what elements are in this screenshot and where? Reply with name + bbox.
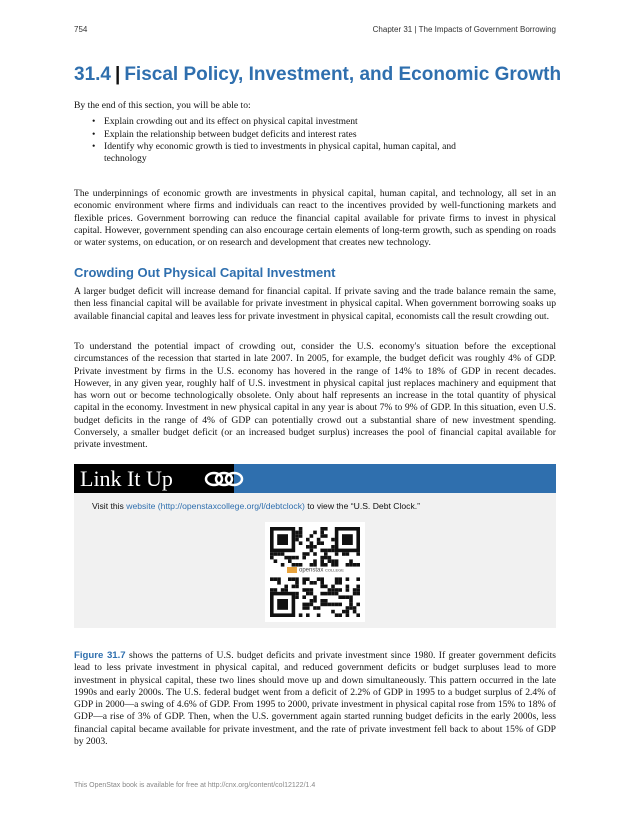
objective-item: • Explain the relationship between budget deficits and interest rates — [104, 129, 556, 141]
figure-discussion-text: shows the patterns of U.S. budget deficits and private investment since 1980. If greater government deficits lead to less private investment in physical capital, and reduced government deficits or budget surpluses lead to more investment in physical capital, these two lines should move up and down simultaneously. This pattern occurred in the late 1990s and early 2000s. The U.S. federal budget went from a deficit of 2.2% of GDP in 1995 to a budget surplus of 2.4% of GDP in 2000—a swing of 4.6% of GDP. From 1995 to 2000, private investment in physical capital rose from 15% to 18% of GDP—a rise of 3% of GDP. Then, when the U.S. government again started running budget deficits in the early 2000s, less financial capital became available for private investment, and the rate of private investment fell back to about 15% of GDP by 2003. — [74, 650, 556, 748]
subsection-heading: Crowding Out Physical Capital Investment — [74, 265, 336, 280]
qr-brand-name: openstax — [299, 567, 324, 574]
objective-item: • Explain crowding out and its effect on physical capital investment — [104, 116, 556, 128]
visit-prefix: Visit this — [92, 501, 127, 511]
qr-code[interactable] — [265, 522, 365, 622]
link-it-up-banner — [74, 464, 556, 493]
page-number: 754 — [74, 25, 88, 34]
section-title — [74, 64, 561, 86]
openstax-logo-icon — [287, 567, 297, 573]
section-number: 31.4 — [74, 64, 111, 85]
paragraph-figure-discussion — [74, 650, 556, 748]
objectives-intro: By the end of this section, you will be able to: — [74, 100, 251, 111]
title-separator: | — [114, 64, 121, 85]
paragraph-crowding-out: A larger budget deficit will increase demand for financial capital. If private saving and the trade balance remain the same, then less financial capital will be available for private investment in physical capital. When government borrowing soaks up available financial capital and leaves less for private investment in physical capital, economists call the result crowding out. — [74, 286, 556, 322]
visit-suffix: to view the “U.S. Debt Clock.” — [304, 501, 420, 511]
paragraph-us-economy: To understand the potential impact of crowding out, consider the U.S. economy's situation before the exceptional circumstances of the recession that started in late 2007. In 2005, for example, the budget deficit was roughly 4% of GDP. Private investment by firms in the U.S. economy has hovered in the range of 14% to 18% of GDP in recent decades. However, in any given year, roughly half of U.S. investment in physical capital just replaces machinery and equipment that has worn out or become technologically obsolete. Only about half represents an increase in the total quantity of physical capital in the economy. Investment in new physical capital in any year is about 7% to 9% of GDP. In this situation, even U.S. budget deficits in the range of 4% of GDP can potentially crowd out a substantial share of new investment spending. Conversely, a smaller budget deficit (or an increased budget surplus) increases the pool of financial capital available for private investment. — [74, 341, 556, 451]
section-title-text: Fiscal Policy, Investment, and Economic Growth — [124, 64, 562, 85]
figure-reference-link[interactable]: Figure 31.7 — [74, 650, 126, 661]
link-it-up-box — [74, 464, 556, 628]
page-footer: This OpenStax book is available for free at http://cnx.org/content/col12122/1.4 — [74, 782, 316, 789]
chain-link-icon — [204, 469, 244, 489]
chapter-title: Chapter 31 | The Impacts of Government Borrowing — [372, 25, 556, 34]
objective-item: • Identify why economic growth is tied to investments in physical capital, human capital, and technology — [104, 141, 556, 166]
qr-brand-label — [287, 567, 357, 577]
qr-brand-suffix: COLLEGE — [325, 567, 344, 573]
debt-clock-link[interactable]: website (http://openstaxcollege.org/l/debtclock) — [126, 501, 305, 511]
link-it-up-title: Link It Up — [80, 466, 173, 491]
visit-instruction — [92, 501, 420, 511]
intro-paragraph: The underpinnings of economic growth are investments in physical capital, human capital, and technology, all set in an economic environment where firms and individuals can react to the incentives provided by well-functioning markets and flexible prices. Government borrowing can reduce the financial capital available for private firms to invest in physical capital. However, government spending can also encourage certain elements of long-term growth, such as spending on roads or water systems, on education, or on research and development that creates new technology. — [74, 188, 556, 249]
learning-objectives — [74, 100, 556, 165]
objectives-list — [74, 116, 556, 165]
